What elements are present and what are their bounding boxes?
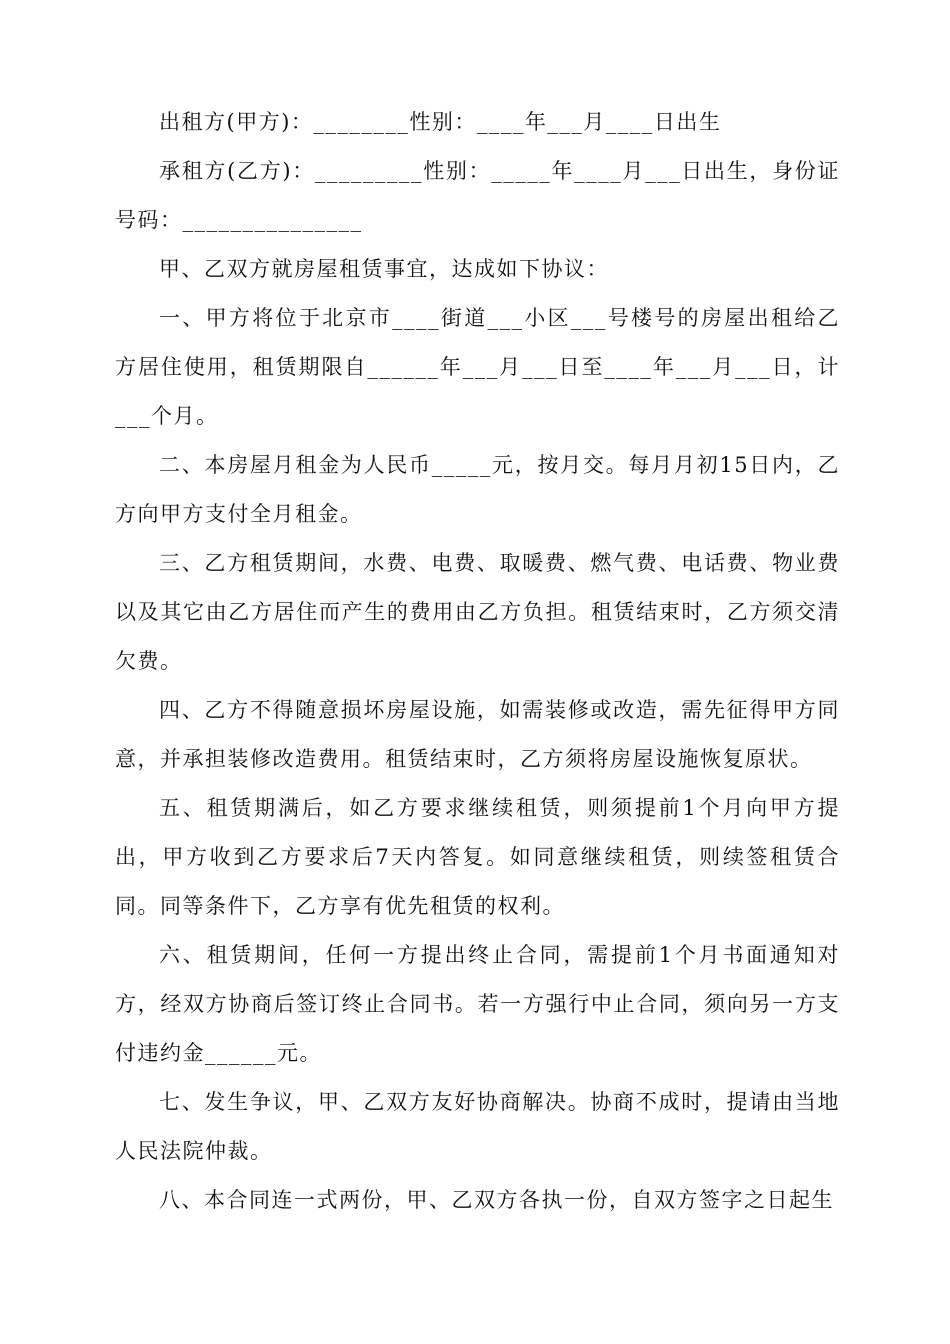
lessee-info-line: 承租方(乙方)：_________性别：_____年____月___日出生，身份证号码：_______________ — [115, 159, 840, 232]
clause-2: 二、本房屋月租金为人民币_____元，按月交。每月月初15日内，乙方向甲方支付全月租金。 — [115, 453, 840, 526]
contract-page — [115, 98, 840, 1225]
lessor-info-line: 出租方(甲方)：________性别：____年___月____日出生 — [159, 110, 722, 134]
agreement-intro: 甲、乙双方就房屋租赁事宜，达成如下协议： — [159, 257, 609, 281]
clause-8: 八、本合同连一式两份，甲、乙双方各执一份，自双方签字之日起生 — [159, 1188, 834, 1212]
clause-4: 四、乙方不得随意损坏房屋设施，如需装修或改造，需先征得甲方同意，并承担装修改造费用。租赁结束时，乙方须将房屋设施恢复原状。 — [115, 698, 840, 771]
clause-3: 三、乙方租赁期间，水费、电费、取暖费、燃气费、电话费、物业费以及其它由乙方居住而产生的费用由乙方负担。租赁结束时，乙方须交清欠费。 — [115, 551, 840, 673]
clause-7: 七、发生争议，甲、乙双方友好协商解决。协商不成时，提请由当地人民法院仲裁。 — [115, 1090, 840, 1163]
clause-5: 五、租赁期满后，如乙方要求继续租赁，则须提前1个月向甲方提出，甲方收到乙方要求后7天内答复。如同意继续租赁，则续签租赁合同。同等条件下，乙方享有优先租赁的权利。 — [115, 796, 840, 918]
clause-6: 六、租赁期间，任何一方提出终止合同，需提前1个月书面通知对方，经双方协商后签订终止合同书。若一方强行中止合同，须向另一方支付违约金______元。 — [115, 943, 840, 1065]
clause-1: 一、甲方将位于北京市____街道___小区___号楼号的房屋出租给乙方居住使用，租赁期限自______年___月___日至____年___月___日，计___个月。 — [115, 306, 840, 428]
